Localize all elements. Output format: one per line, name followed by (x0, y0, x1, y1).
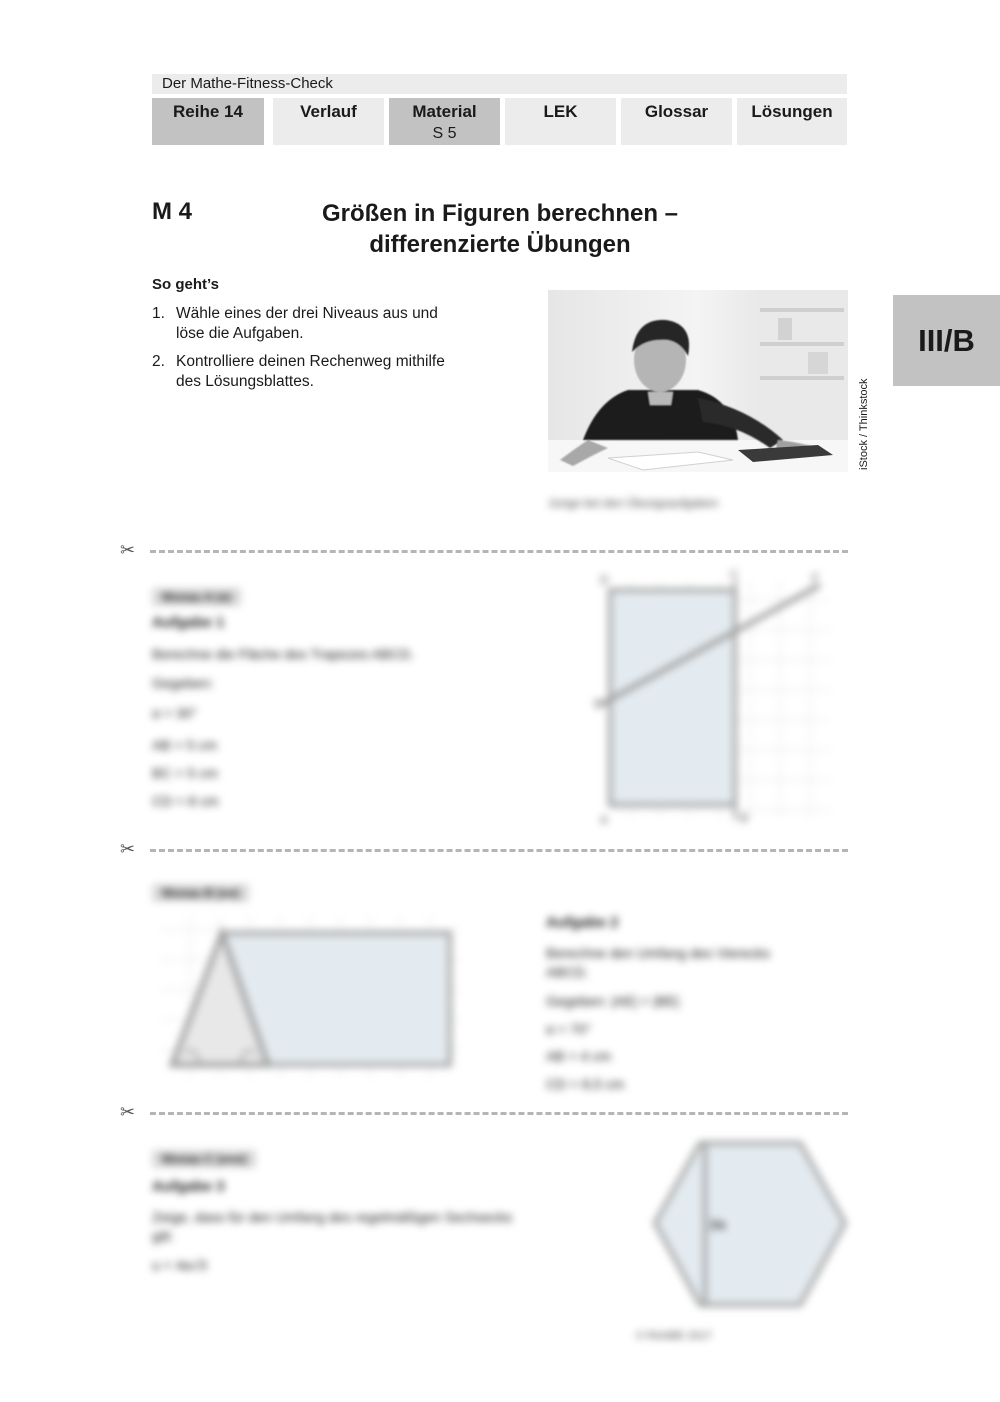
dashed-divider (150, 849, 848, 852)
task-heading: Aufgabe 1 (152, 614, 225, 631)
point-label: A (600, 813, 609, 827)
scissors-icon: ✂ (120, 540, 136, 560)
scissors-icon: ✂ (120, 1102, 136, 1122)
level-badge: Niveau B (●●) (152, 884, 249, 902)
given-value: AB = 5 cm (152, 737, 217, 753)
tab-material-page: S 5 (432, 125, 457, 142)
point-label: F (812, 571, 820, 585)
page-title-line1: Größen in Figuren berechnen – (321, 200, 679, 227)
task-heading: Aufgabe 3 (152, 1178, 225, 1195)
task-heading: Aufgabe 2 (546, 914, 619, 931)
page-title-line2: differenzierte Übungen (369, 231, 631, 258)
step-number: 1. (152, 305, 165, 322)
material-id: M 4 (152, 198, 193, 225)
header-nav (152, 98, 847, 145)
student-photo (548, 290, 848, 472)
cut-line (120, 1102, 848, 1122)
trapezoid-figure (590, 570, 840, 830)
dashed-divider (150, 1112, 848, 1115)
page-title (250, 198, 750, 260)
point-label: D (600, 573, 609, 587)
scissors-icon: ✂ (120, 839, 136, 859)
tab-verlauf[interactable] (273, 98, 384, 145)
given-label: Gegeben: |AE| = |BE| (546, 993, 680, 1009)
cut-line (120, 839, 848, 859)
quadrilateral-figure (160, 905, 470, 1090)
howto-steps (152, 304, 462, 400)
tab-glossar-label: Glossar (644, 102, 709, 121)
dashed-divider (150, 550, 848, 553)
task-text: Zeige, dass für den Umfang des regelmäßigen Sechsecks gilt: (152, 1209, 513, 1244)
level-badge: Niveau C (●●●) (152, 1150, 256, 1168)
given-value: AB = 4 cm (546, 1048, 611, 1064)
tab-reihe-label: Reihe 14 (173, 102, 243, 121)
tab-material-label: Material (412, 102, 477, 121)
step-number: 2. (152, 353, 165, 370)
task-text: Berechne die Fläche des Trapezes ABCD. (152, 646, 415, 662)
tab-material[interactable] (389, 98, 500, 145)
howto-heading: So geht’s (152, 276, 219, 293)
tab-loesungen[interactable] (737, 98, 847, 145)
tab-reihe[interactable] (152, 98, 264, 145)
given-value: α = 30° (152, 705, 198, 721)
given-value: α = 70° (546, 1021, 592, 1037)
level-badge: Niveau A (●) (152, 588, 241, 606)
side-label: 2a (710, 1216, 726, 1232)
point-label: B (740, 811, 749, 825)
tab-glossar[interactable] (621, 98, 732, 145)
tab-verlauf-label: Verlauf (300, 102, 357, 121)
howto-step (152, 352, 462, 392)
section-tab: III/B (893, 295, 1000, 386)
tab-lek-label: LEK (543, 102, 578, 121)
cut-line (120, 540, 848, 560)
copyright-footer: © RAABE 2017 (636, 1330, 712, 1342)
point-label: E (594, 697, 603, 711)
point-label: C (730, 570, 739, 581)
given-label: Gegeben: (152, 675, 214, 691)
given-value: BC = 5 cm (152, 765, 218, 781)
tab-lek[interactable] (505, 98, 616, 145)
tab-loesungen-label: Lösungen (751, 102, 833, 121)
step-text: Kontrolliere deinen Rechenweg mithilfe des Lösungsblattes. (176, 353, 445, 390)
task-text: Berechne den Umfang des Vierecks ABCD. (546, 945, 770, 980)
given-value: CD = 8 cm (152, 793, 219, 809)
photo-caption: Junge bei den Übungsaufgaben (548, 496, 719, 510)
series-title: Der Mathe-Fitness-Check (152, 74, 847, 94)
step-text: Wähle eines der drei Niveaus aus und löse die Aufgaben. (176, 305, 438, 342)
photo-credit: iStock / Thinkstock (858, 378, 870, 470)
given-value: CD = 8,5 cm (546, 1076, 625, 1092)
hexagon-figure (650, 1135, 850, 1315)
howto-step (152, 304, 462, 344)
given-value: u = 4a√3 (152, 1257, 207, 1273)
